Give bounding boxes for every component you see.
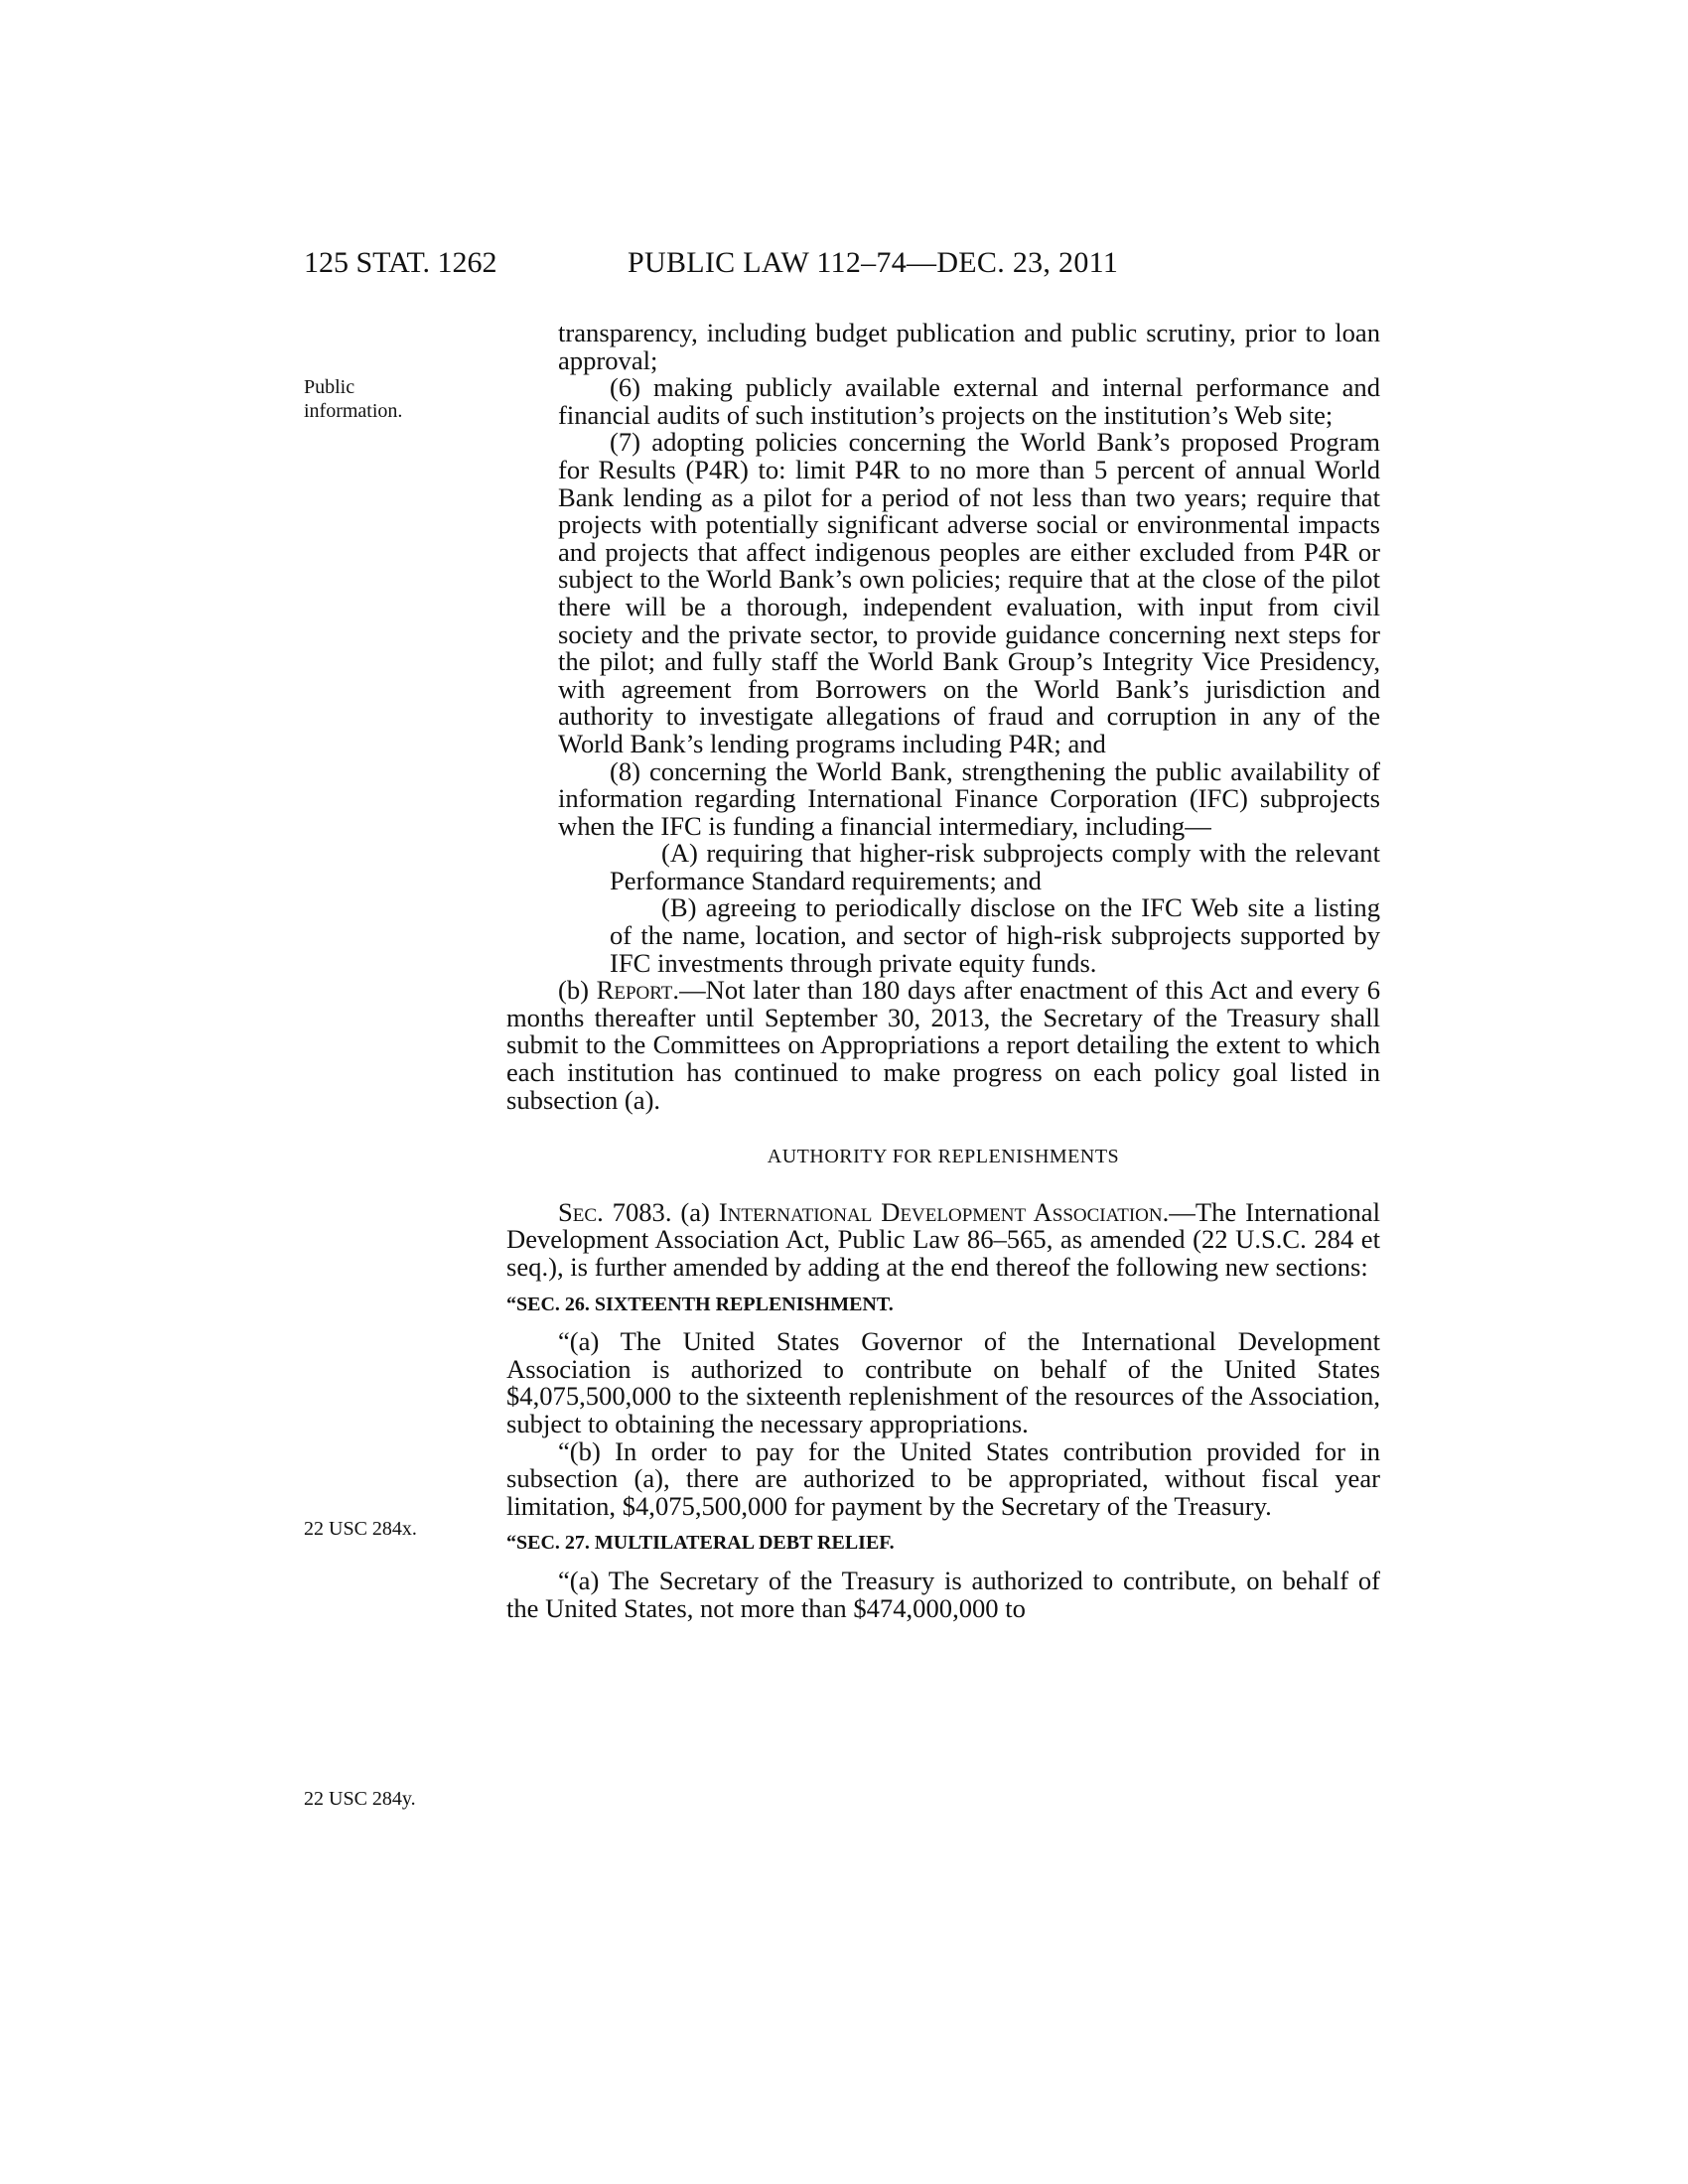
authority-heading: AUTHORITY FOR REPLENISHMENTS xyxy=(767,1146,1120,1168)
margin-note-usc-284y: 22 USC 284y. xyxy=(304,1788,416,1810)
ida-label: International Development Association xyxy=(718,1196,1163,1227)
report-label: Report xyxy=(596,975,673,1006)
paragraph-8: (8) concerning the World Bank, strengthening the public availability of information regarding International Finance Corporation (IFC) subprojects when the IFC is funding a financial intermediary, including— xyxy=(558,755,1380,841)
section-7083-a: Sec. 7083. (a) International Development Association.—The International Development Association Act, Public Law 86–565, as amended (22 U.S.C. 284 et seq.), is further amended by adding at the end thereof the following new sections: xyxy=(506,1196,1380,1282)
paragraph-5-continuation: transparency, including budget publication and public scrutiny, prior to loan approval; xyxy=(558,318,1380,375)
section-26-heading: “SEC. 26. SIXTEENTH REPLENISHMENT. xyxy=(506,1293,894,1315)
margin-note-public-information: Public information. xyxy=(304,376,403,422)
page-title: PUBLIC LAW 112–74—DEC. 23, 2011 xyxy=(628,246,1119,279)
subsection-b-report: (b) Report.—Not later than 180 days after enactment of this Act and every 6 months thereafter until September 30, 2013, the Secretary of the Treasury shall submit to the Committees on Appropriations a report detailing the extent to which each institution has continued to make progress on each policy goal listed in subsection (a). xyxy=(506,975,1380,1115)
section-27-heading: “SEC. 27. MULTILATERAL DEBT RELIEF. xyxy=(506,1532,895,1555)
paragraph-7: (7) adopting policies concerning the World Bank’s proposed Program for Results (P4R) to: limit P4R to no more than 5 percent of annual World Bank lending as a pilot for a period of not less than two years; require that projects with potentially significant adverse social or environmental impacts and projects that affect indigenous peoples are either excluded from P4R or subject to the World Bank’s own policies; require that at the close of the pilot there will be a thorough, independent evaluation, with input from civil society and the private sector, to provide guidance concerning next steps for the pilot; and fully staff the World Bank Group’s Integrity Vice Presidency, with agreement from Borrowers on the World Bank’s jurisdiction and authority to investigate allegations of fraud and corruption in any of the World Bank’s lending programs including P4R; and xyxy=(558,427,1380,758)
section-27-a: “(a) The Secretary of the Treasury is authorized to contribute, on behalf of the United States, not more than $474,000,000 to xyxy=(506,1565,1380,1623)
document-body xyxy=(506,320,1380,1622)
section-26-a: “(a) The United States Governor of the International Development Association is authorized to contribute on behalf of the United States $4,075,500,000 to the sixteenth replenishment of the resources of the Association, subject to obtaining the necessary appropriations. xyxy=(506,1326,1380,1438)
page-header xyxy=(0,246,1688,286)
statute-page-number: 125 STAT. 1262 xyxy=(304,246,497,279)
paragraph-8-a: (A) requiring that higher-risk subprojects comply with the relevant Performance Standard requirements; and xyxy=(610,838,1380,895)
paragraph-6: (6) making publicly available external and internal performance and financial audits of such institution’s projects on the institution’s Web site; xyxy=(558,372,1380,430)
paragraph-8-b: (B) agreeing to periodically disclose on the IFC Web site a listing of the name, location, and sector of high-risk subprojects supported by IFC investments through private equity funds. xyxy=(610,892,1380,978)
sec-label: Sec xyxy=(558,1196,598,1227)
section-26-b: “(b) In order to pay for the United States contribution provided for in subsection (a), there are authorized to be appropriated, without fiscal year limitation, $4,075,500,000 for payment by the Secretary of the Treasury. xyxy=(506,1435,1380,1521)
margin-note-usc-284x: 22 USC 284x. xyxy=(304,1518,417,1540)
